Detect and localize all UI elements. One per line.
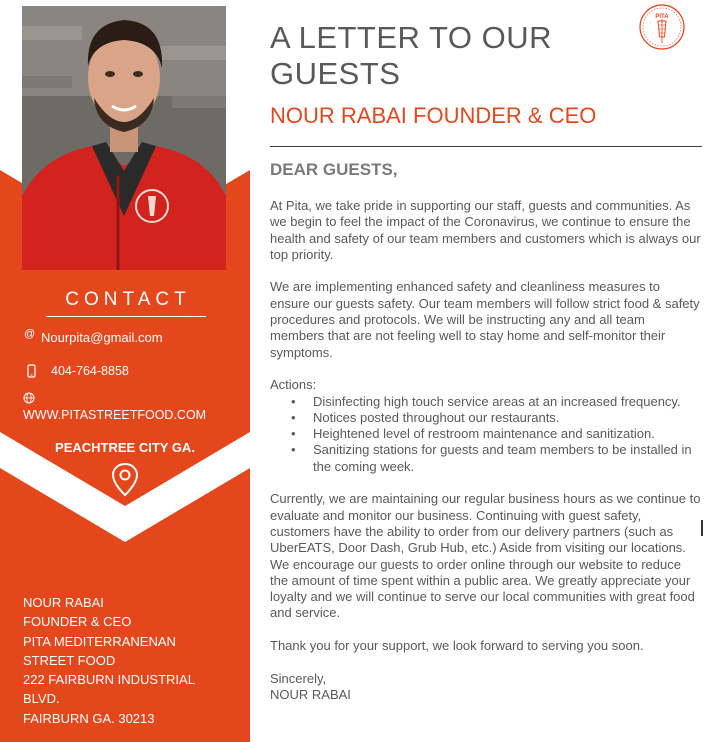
address-line: FAIRBURN GA. 30213 — [23, 710, 155, 726]
location-pin-icon — [110, 462, 140, 498]
email-link[interactable]: Nourpita@gmail.com — [41, 330, 163, 345]
letter-title — [270, 20, 552, 92]
list-item: • Notices posted throughout our restaurants. — [270, 410, 702, 426]
header-divider — [270, 146, 702, 147]
address-line: NOUR RABAI — [23, 595, 104, 610]
phone-number[interactable]: 404-764-8858 — [51, 364, 129, 378]
address-line: FOUNDER & CEO — [23, 614, 132, 630]
contact-sidebar — [0, 0, 250, 742]
actions-list — [270, 394, 702, 475]
letter-subtitle: NOUR RABAI FOUNDER & CEO — [270, 103, 597, 128]
address-line: PITA MEDITERRANENAN — [23, 633, 176, 649]
city-label: PEACHTREE CITY GA. — [55, 440, 195, 455]
closing-line: Thank you for your support, we look forward to serving you soon. — [270, 638, 644, 654]
actions-label: Actions: — [270, 377, 317, 393]
contact-divider — [46, 316, 206, 317]
logo-text: PITA — [655, 14, 669, 20]
contact-heading: CONTACT — [65, 289, 191, 310]
globe-icon — [23, 392, 35, 407]
pita-logo — [638, 3, 686, 51]
list-item: • Disinfecting high touch service areas at an increased frequency. — [270, 394, 702, 410]
address-line: STREET FOOD — [23, 652, 116, 668]
list-item: • Sanitizing stations for guests and team members to be installed in the coming week. — [270, 442, 702, 475]
text-cursor — [701, 520, 703, 536]
letter-title-line: A LETTER TO OUR — [270, 20, 552, 55]
address-line: BLVD. — [23, 691, 60, 707]
salutation: DEAR GUESTS, — [270, 160, 398, 179]
signoff: Sincerely, — [270, 670, 327, 686]
paragraph: At Pita, we take pride in supporting our staff, guests and communities. As we begin to feel the impact of the Coronavirus, we continue to ensure the health and safety of our team members and customers which is always our top priority. — [270, 198, 701, 262]
at-icon: @ — [24, 328, 36, 340]
paragraph: We are implementing enhanced safety and cleanliness measures to ensure our guests safety. Our team members will follow strict food & safety procedures and protocols. We will be instructing any and all team members that are not feeling well to stay home and self-monitor their symptoms. — [270, 279, 700, 360]
letter-title-line: GUESTS — [270, 56, 401, 91]
website-link[interactable]: WWW.PITASTREETFOOD.COM — [23, 408, 207, 422]
list-item: • Heightened level of restroom maintenance and sanitization. — [270, 426, 702, 442]
address-line: 222 FAIRBURN INDUSTRIAL — [23, 672, 195, 688]
signature-name: NOUR RABAI — [270, 686, 351, 702]
mailing-address — [23, 593, 195, 728]
founder-photo — [22, 6, 226, 270]
letter-body — [270, 198, 702, 703]
phone-icon — [27, 364, 36, 381]
paragraph: Currently, we are maintaining our regular business hours as we continue to evaluate and monitor our business. Continuing with guest safety, customers have the ability to order from our delivery partners (such as UberEATS, Door Dash, Grub Hub, etc.) Aside from visiting our locations. We encourage our guests to order online through our website to reduce the amount of time spent within a public area. We greatly appreciate your loyalty and we will continue to serve our local communities with great food and service. — [270, 491, 701, 621]
